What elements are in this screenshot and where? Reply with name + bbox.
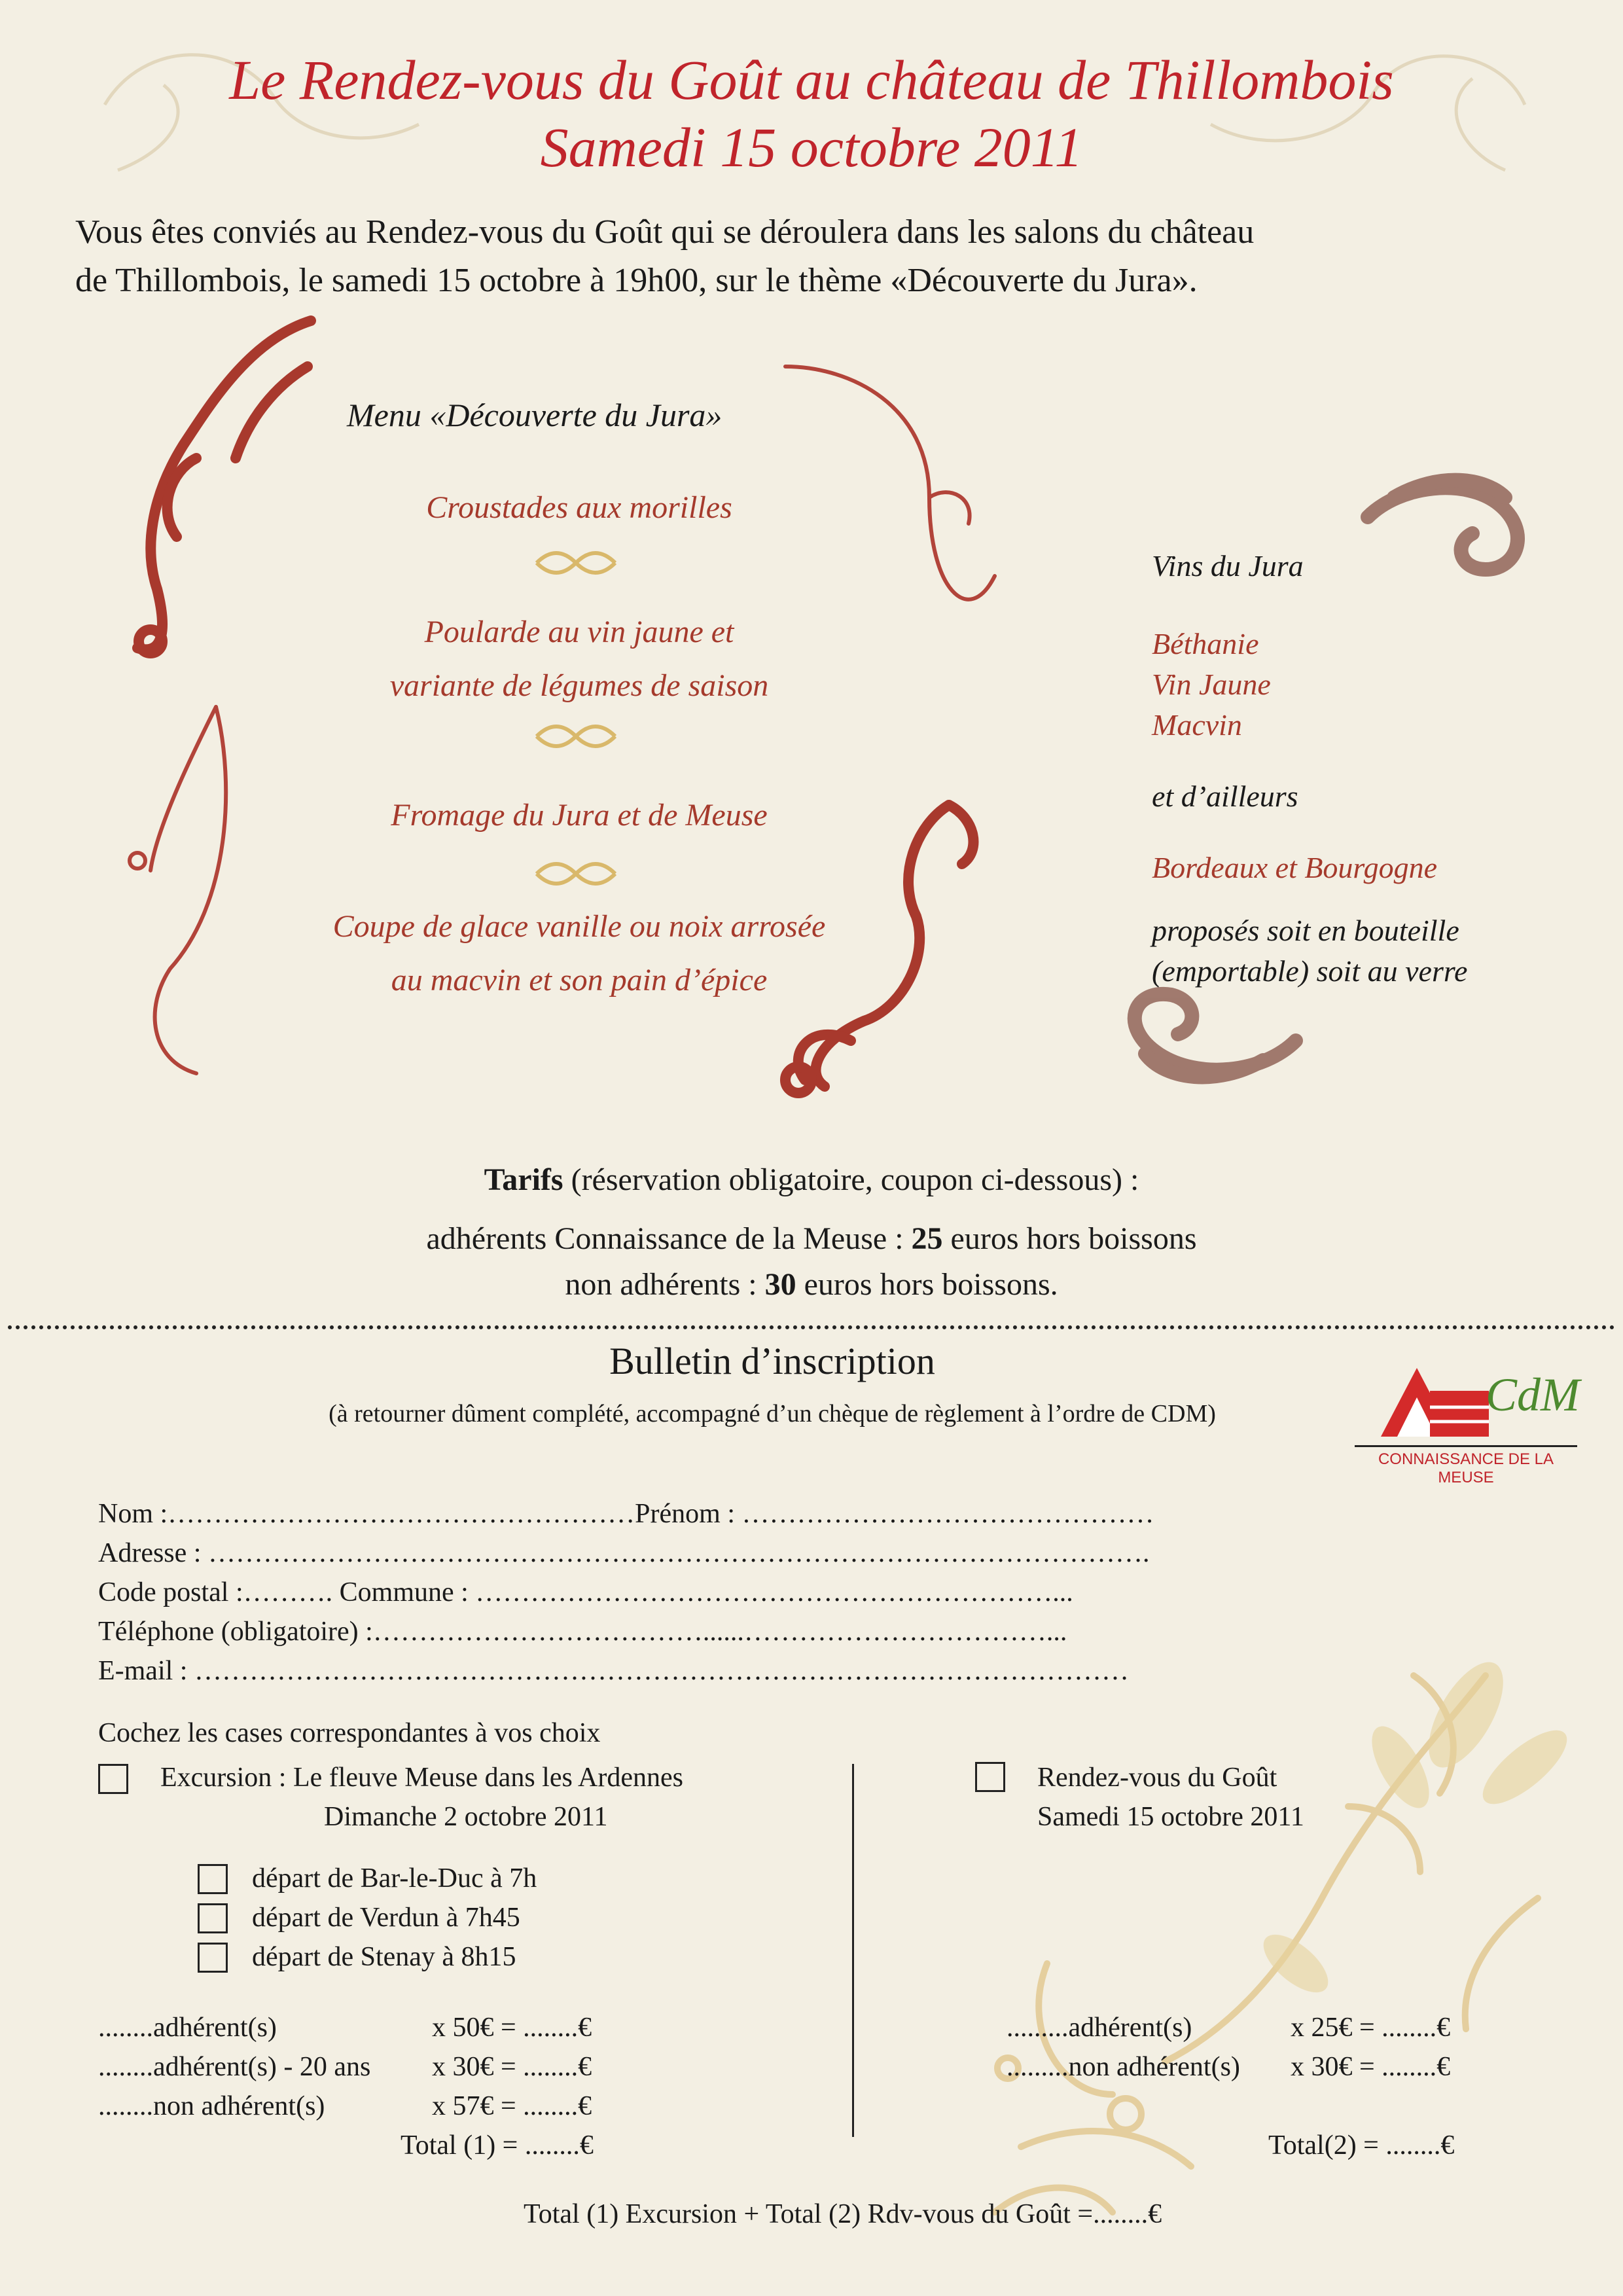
field-nom-prenom[interactable]: Nom :……………………………………………Prénom : ……………………………………… [98,1499,1154,1529]
menu-dish-3: Fromage du Jura et de Meuse [391,798,768,833]
menu-title: Menu «Découverte du Jura» [347,397,722,433]
tarifs-nonmembers [0,1262,1623,1308]
checkbox-depart-bar-le-duc[interactable] [198,1864,228,1894]
wine-item-2: Vin Jaune [1152,668,1271,701]
rdv-price-row-2-who[interactable]: .........non adhérent(s) [1007,2052,1240,2082]
rdv-total[interactable]: Total(2) = ........€ [1268,2130,1455,2161]
excursion-price-row-1-who[interactable]: ........adhérent(s) [98,2013,277,2043]
tarifs-members [0,1216,1623,1262]
menu-dish-4-line-1: Coupe de glace vanille ou noix arrosée [332,909,826,944]
depart-option-3: départ de Stenay à 8h15 [252,1942,516,1972]
checkbox-depart-verdun[interactable] [198,1903,228,1933]
cdm-logo [1355,1361,1580,1486]
wine-item-3: Macvin [1152,708,1242,742]
wines-heading: Vins du Jura [1152,549,1304,583]
field-code-postal-commune[interactable]: Code postal :………. Commune : ………………………………………………………... [98,1577,1073,1607]
gold-divider-ornament-2 [530,717,622,756]
rdv-label: Rendez-vous du Goût [1037,1763,1277,1793]
logo-rule [1355,1445,1577,1447]
excursion-price-row-3-calc[interactable]: x 57€ = ........€ [432,2091,592,2121]
tarifs-nonmembers-suffix: euros hors boissons. [796,1267,1058,1302]
tarifs-members-text: adhérents Connaissance de la Meuse : [426,1221,912,1256]
rdv-price-row-1-who[interactable]: .........adhérent(s) [1007,2013,1192,2043]
excursion-date: Dimanche 2 octobre 2011 [324,1802,608,1832]
field-email[interactable]: E-mail : ………………………………………………………………………………………… [98,1656,1129,1686]
excursion-price-row-3-who[interactable]: ........non adhérent(s) [98,2091,325,2121]
brown-swirl-top [1368,480,1518,569]
menu-dish-1: Croustades aux morilles [426,490,732,525]
tarifs-heading [0,1157,1623,1203]
wines-note-line-1: proposés soit en bouteille [1152,914,1459,947]
tarifs-label-rest: (réservation obligatoire, coupon ci-dessous) : [563,1162,1139,1197]
gold-divider-ornament-1 [530,543,622,583]
excursion-price-row-2-calc[interactable]: x 30€ = ........€ [432,2052,592,2082]
brown-swirl-bottom [1135,994,1296,1077]
bulletin-title: Bulletin d’inscription [609,1340,935,1382]
tarifs-nonmembers-price: 30 [764,1267,796,1302]
checkbox-excursion[interactable] [98,1764,128,1794]
logo-text: CONNAISSANCE DE LA MEUSE [1378,1450,1554,1486]
bulletin-subtitle: (à retourner dûment complété, accompagné d’un chèque de règlement à l’ordre de CDM) [329,1400,1216,1427]
tarifs-label: Tarifs [484,1162,563,1197]
checkbox-rendez-vous[interactable] [975,1762,1005,1792]
tarifs-nonmembers-text: non adhérents : [565,1267,765,1302]
choose-instructions: Cochez les cases correspondantes à vos choix [98,1718,601,1748]
rdv-price-row-1-calc[interactable]: x 25€ = ........€ [1291,2013,1451,2043]
cut-line-separator [8,1325,1615,1329]
depart-option-1: départ de Bar-le-Duc à 7h [252,1863,537,1893]
menu-dish-2-line-2: variante de légumes de saison [389,668,769,703]
depart-option-2: départ de Verdun à 7h45 [252,1903,520,1933]
rdv-price-row-2-calc[interactable]: x 30€ = ........€ [1291,2052,1451,2082]
field-adresse[interactable]: Adresse : …………………………………………………………………………………………. [98,1538,1150,1568]
gold-divider-ornament-3 [530,854,622,893]
wines-note-line-2: (emportable) soit au verre [1152,954,1468,988]
field-telephone[interactable]: Téléphone (obligatoire) :………………………………......……………………………... [98,1617,1067,1647]
menu-dish-4-line-2: au macvin et son pain d’épice [391,963,768,997]
wines-elsewhere: et d’ailleurs [1152,780,1298,813]
tarifs-members-price: 25 [911,1221,943,1256]
intro-line-1: Vous êtes conviés au Rendez-vous du Goût qui se déroulera dans les salons du château [75,213,1255,251]
checkbox-depart-stenay[interactable] [198,1943,228,1973]
excursion-label: Excursion : Le fleuve Meuse dans les Ardennes [160,1763,683,1793]
intro-line-2: de Thillombois, le samedi 15 octobre à 19h00, sur le thème «Découverte du Jura». [75,262,1198,299]
wine-item-1: Béthanie [1152,627,1259,660]
menu-dish-2-line-1: Poularde au vin jaune et [424,615,734,649]
excursion-total[interactable]: Total (1) = ........€ [401,2130,594,2161]
red-thin-curve-left [130,707,226,1073]
grand-total[interactable]: Total (1) Excursion + Total (2) Rdv-vous du Goût =........€ [524,2199,1162,2229]
wines-others: Bordeaux et Bourgogne [1152,851,1438,884]
rdv-date: Samedi 15 octobre 2011 [1037,1802,1304,1832]
excursion-price-row-2-who[interactable]: ........adhérent(s) - 20 ans [98,2052,371,2082]
page-subtitle-date: Samedi 15 octobre 2011 [540,116,1083,179]
logo-letters: CdM [1486,1369,1580,1421]
page-title: Le Rendez-vous du Goût au château de Thillombois [229,48,1394,111]
excursion-price-row-1-calc[interactable]: x 50€ = ........€ [432,2013,592,2043]
column-divider [852,1764,854,2137]
tarifs-members-suffix: euros hors boissons [942,1221,1197,1256]
